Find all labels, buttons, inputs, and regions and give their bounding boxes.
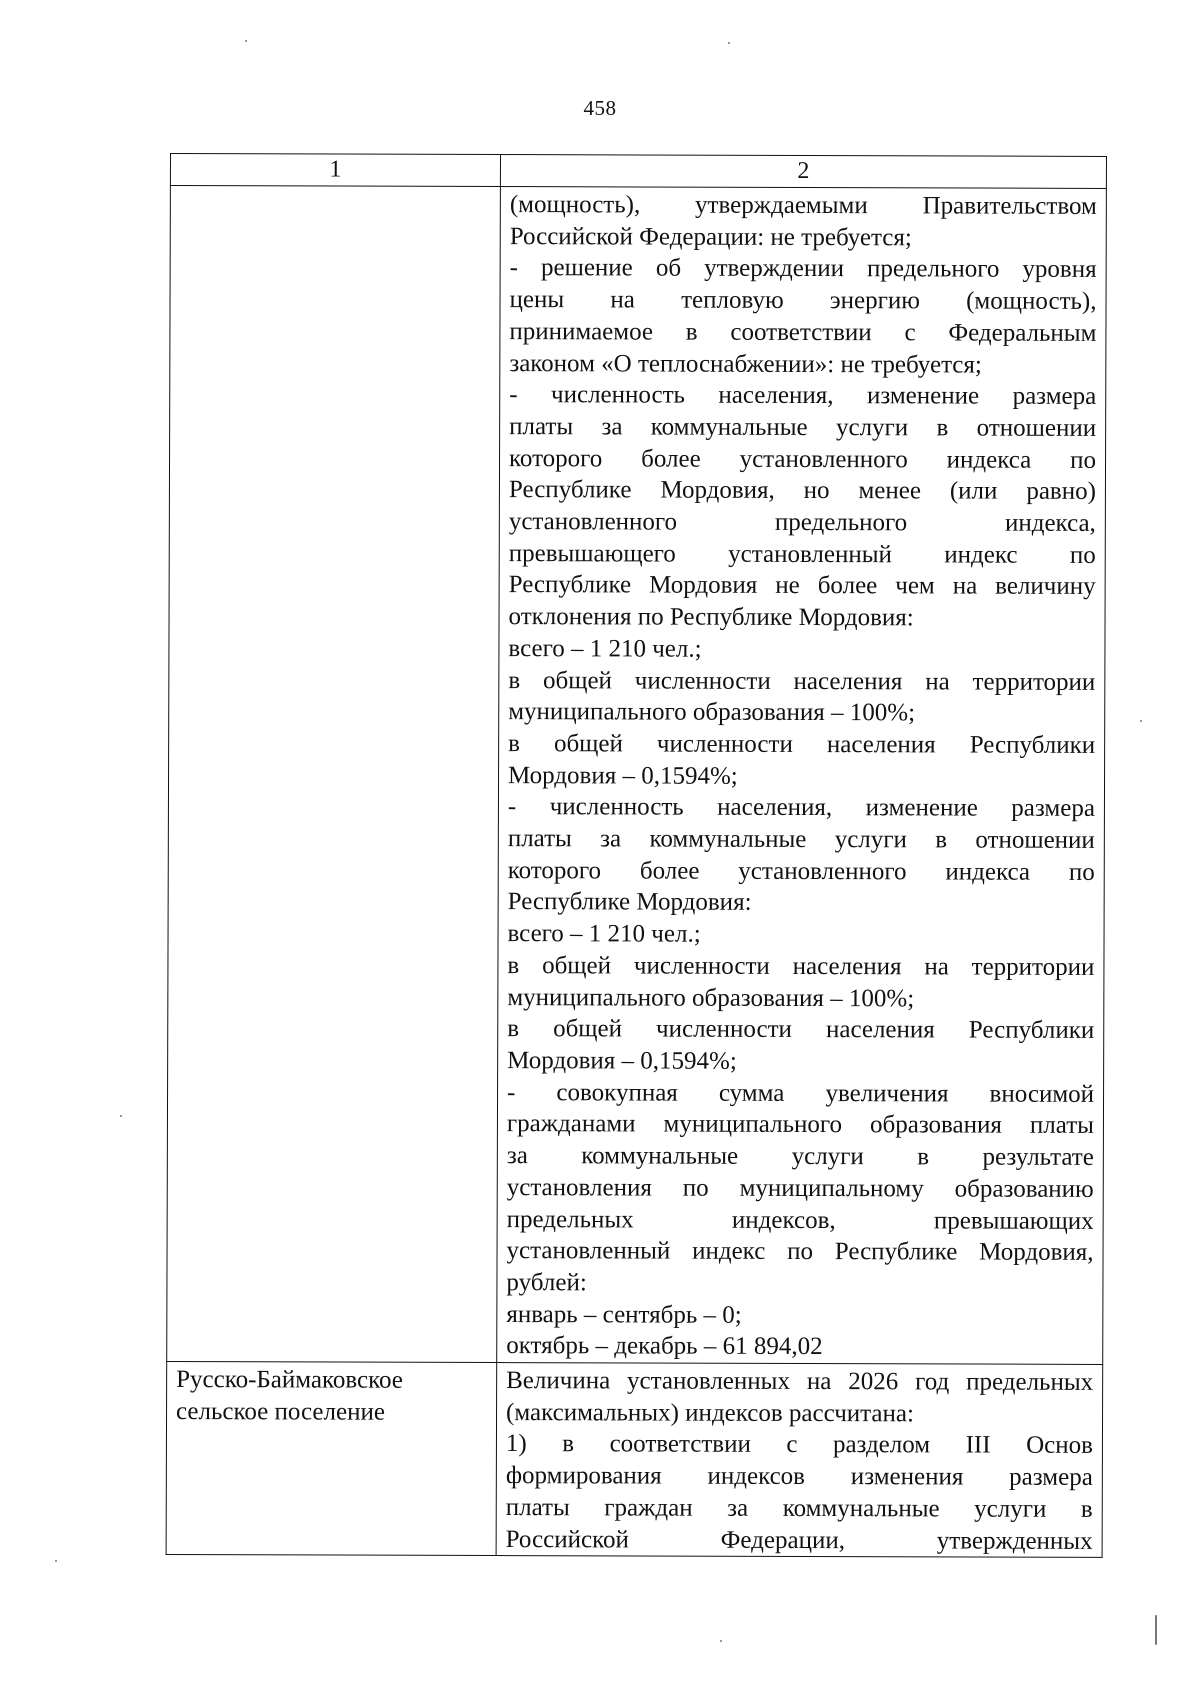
row1-col1: [167, 186, 501, 1363]
text-line: - решение об утверждении предельного уровня: [509, 254, 1097, 284]
header-cell-2: 2: [500, 155, 1106, 189]
text-line: отклонения по Республике Мордовия:: [508, 603, 914, 632]
text-line: установленный индекс по Республике Мордовия,: [506, 1237, 1094, 1267]
text-line: Мордовия – 0,1594%;: [508, 761, 738, 790]
text-line: платы граждан за коммунальные услуги в: [505, 1493, 1093, 1523]
text-line: октябрь – декабрь – 61 894,02: [506, 1332, 823, 1361]
text-line: за коммунальные услуги в результате: [506, 1142, 1094, 1172]
scan-speck: [55, 1560, 57, 1562]
text-line: гражданами муниципального образования платы: [506, 1110, 1094, 1140]
text-line: Республике Мордовия не более чем на величину: [508, 571, 1096, 601]
text-line: формирования индексов изменения размера: [505, 1462, 1093, 1492]
text-line: превышающего установленный индекс по: [508, 539, 1096, 569]
table-row: [166, 1362, 1103, 1558]
scan-speck: [728, 42, 730, 44]
text-line: - численность населения, изменение размера: [509, 381, 1097, 411]
text-line: цены на тепловую энергию (мощность),: [509, 286, 1097, 316]
text-line: Республике Мордовия, но менее (или равно): [508, 476, 1096, 506]
text-line: Величина установленных на 2026 год предельных: [506, 1367, 1094, 1396]
text-line: всего – 1 210 чел.;: [507, 920, 701, 948]
row2-col1: [166, 1362, 497, 1556]
scan-speck: [1140, 720, 1142, 722]
text-line: платы за коммунальные услуги в отношении: [509, 412, 1097, 442]
text-line: принимаемое в соответствии с Федеральным: [509, 317, 1097, 347]
text-line: (максимальных) индексов рассчитана:: [506, 1398, 914, 1428]
scan-speck: [245, 40, 247, 42]
text-line: законом «О теплоснабжении»: не требуется;: [509, 349, 982, 379]
text-line: - совокупная сумма увеличения вносимой: [507, 1078, 1095, 1108]
text-line: Русско-Баймаковское: [176, 1366, 403, 1394]
text-line: - численность населения, изменение размера: [507, 793, 1095, 823]
table-header-row: [170, 154, 1106, 189]
text-line: рублей:: [506, 1268, 587, 1297]
text-line: январь – сентябрь – 0;: [506, 1300, 742, 1329]
text-line: платы за коммунальные услуги в отношении: [507, 825, 1095, 854]
text-line: Мордовия – 0,1594%;: [507, 1047, 737, 1075]
header-cell-1: 1: [170, 154, 500, 187]
row1-col2: [497, 187, 1107, 1365]
text-line: которого более установленного индекса по: [509, 444, 1097, 474]
text-line: муниципального образования – 100%;: [508, 698, 916, 727]
document-table: [166, 153, 1107, 1558]
text-line: которого более установленного индекса по: [507, 856, 1095, 886]
text-line: Российской Федерации: не требуется;: [509, 222, 912, 252]
text-line: предельных индексов, превышающих: [506, 1205, 1094, 1235]
row2-col2: [496, 1363, 1103, 1558]
scan-speck: [720, 1640, 722, 1642]
scan-edge-mark: [1155, 1615, 1157, 1645]
page-number: 458: [583, 96, 617, 120]
text-line: в общей численности населения Республики: [508, 730, 1096, 759]
table-row: [167, 186, 1107, 1365]
text-line: в общей численности населения на территории: [508, 666, 1096, 696]
text-line: 1) в соответствии с разделом III Основ: [505, 1430, 1093, 1460]
text-line: муниципального образования – 100%;: [507, 983, 915, 1012]
text-line: сельское поселение: [176, 1397, 386, 1426]
text-line: (мощность), утверждаемыми Правительством: [509, 191, 1097, 220]
text-line: Российской Федерации, утвержденных: [505, 1525, 1093, 1555]
text-line: Республике Мордовия:: [507, 888, 752, 917]
text-line: установленного предельного индекса,: [508, 508, 1096, 537]
text-line: в общей численности населения на территории: [507, 951, 1095, 981]
scan-speck: [120, 1115, 122, 1117]
text-line: установления по муниципальному образованию: [506, 1173, 1094, 1203]
text-line: в общей численности населения Республики: [507, 1015, 1095, 1045]
text-line: всего – 1 210 чел.;: [508, 634, 702, 663]
